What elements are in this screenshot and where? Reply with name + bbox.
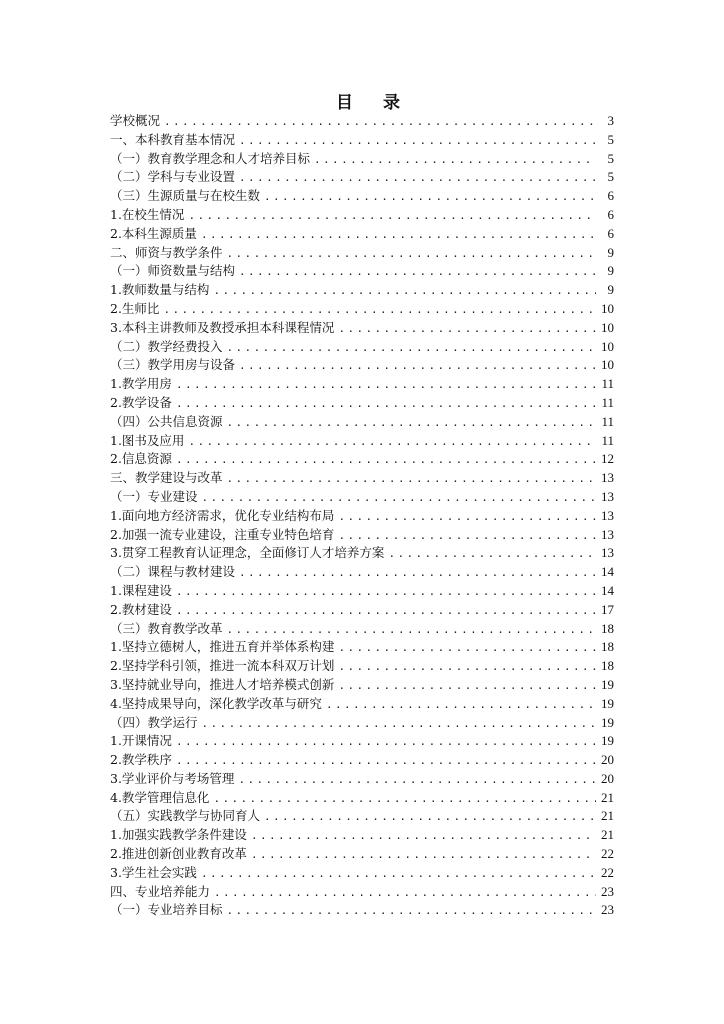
toc-entry[interactable] xyxy=(110,131,614,150)
toc-entry[interactable] xyxy=(110,150,614,169)
toc-entry[interactable] xyxy=(110,526,614,545)
toc-entry-page-number: 6 xyxy=(607,225,614,241)
toc-leader-dots xyxy=(213,790,596,808)
toc-entry-page-number: 5 xyxy=(607,150,614,166)
toc-entry-page-number: 18 xyxy=(601,639,614,655)
toc-entry[interactable] xyxy=(110,300,614,319)
toc-entry[interactable] xyxy=(110,244,614,263)
toc-entry[interactable] xyxy=(110,319,614,338)
toc-leader-dots xyxy=(227,470,596,488)
toc-entry[interactable] xyxy=(110,883,614,902)
toc-entry[interactable] xyxy=(110,544,614,563)
toc-entry-label: 学校概况 xyxy=(110,113,161,128)
toc-entry-page-number: 23 xyxy=(601,902,614,918)
toc-entry-label: （三）生源质量与在校生数 xyxy=(110,188,261,204)
toc-entry-page-number: 19 xyxy=(601,733,614,749)
toc-entry-page-number: 18 xyxy=(601,620,614,636)
toc-leader-dots xyxy=(176,733,596,751)
toc-entry-label: （二）教学经费投入 xyxy=(110,338,223,354)
toc-entry[interactable] xyxy=(110,206,614,225)
toc-entry-label: 3.贯穿工程教育认证理念，全面修订人才培养方案 xyxy=(110,545,385,561)
toc-leader-dots xyxy=(188,433,596,451)
toc-leader-dots xyxy=(388,545,596,563)
toc-entry-label: 1.在校生情况 xyxy=(110,206,185,222)
toc-entry-label: 2.推进创新创业教育改革 xyxy=(110,846,247,862)
toc-leader-dots xyxy=(227,245,596,263)
toc-entry-label: （四）公共信息资源 xyxy=(110,413,223,429)
toc-leader-dots xyxy=(176,602,596,620)
toc-leader-dots xyxy=(201,865,596,883)
toc-leader-dots xyxy=(239,169,596,187)
toc-entry-page-number: 21 xyxy=(601,808,614,824)
toc-entry-label: 4.教学管理信息化 xyxy=(110,789,210,805)
toc-entry[interactable] xyxy=(110,845,614,864)
toc-entry-label: 1.课程建设 xyxy=(110,582,172,598)
toc-entry-page-number: 11 xyxy=(601,394,614,410)
toc-entry-page-number: 5 xyxy=(607,169,614,185)
toc-entry-label: 1.坚持立德树人，推进五育并举体系构建 xyxy=(110,639,335,655)
toc-entry-page-number: 6 xyxy=(607,188,614,204)
toc-entry-label: （一）专业建设 xyxy=(110,488,198,504)
toc-entry-label: 2.加强一流专业建设，注重专业特色培育 xyxy=(110,526,335,542)
toc-entry[interactable] xyxy=(110,112,614,131)
toc-entry[interactable] xyxy=(110,338,614,357)
toc-entry-page-number: 17 xyxy=(601,601,614,617)
toc-leader-dots xyxy=(239,564,596,582)
toc-leader-dots xyxy=(176,752,596,770)
toc-entry[interactable] xyxy=(110,394,614,413)
toc-entry-label: （四）教学运行 xyxy=(110,714,198,730)
toc-leader-dots xyxy=(176,395,596,413)
toc-title: 目 录 xyxy=(336,93,412,113)
toc-leader-dots xyxy=(176,451,596,469)
toc-entry-label: 1.面向地方经济需求，优化专业结构布局 xyxy=(110,507,335,523)
toc-leader-dots xyxy=(338,527,596,545)
toc-entry[interactable] xyxy=(110,281,614,300)
toc-entry-page-number: 14 xyxy=(601,564,614,580)
toc-entry[interactable] xyxy=(110,676,614,695)
toc-entry-page-number: 10 xyxy=(601,357,614,373)
toc-entry-label: 四、专业培养能力 xyxy=(110,883,211,899)
toc-entry-label: 2.教材建设 xyxy=(110,601,172,617)
toc-entry-label: 4.坚持成果导向，深化教学改革与研究 xyxy=(110,695,322,711)
toc-entry-label: 3.本科主讲教师及教授承担本科课程情况 xyxy=(110,319,335,335)
toc-entry-label: 1.开课情况 xyxy=(110,733,172,749)
toc-entry[interactable] xyxy=(110,582,614,601)
toc-leader-dots xyxy=(213,282,596,300)
toc-leader-dots xyxy=(176,376,596,394)
toc-leader-dots xyxy=(251,846,596,864)
toc-entry[interactable] xyxy=(110,187,614,206)
toc-leader-dots xyxy=(188,207,596,225)
toc-leader-dots xyxy=(163,301,596,319)
toc-entry[interactable] xyxy=(110,375,614,394)
toc-entry-page-number: 14 xyxy=(601,582,614,598)
toc-entry[interactable] xyxy=(110,563,614,582)
toc-leader-dots xyxy=(314,151,596,169)
toc-entry-page-number: 9 xyxy=(607,244,614,260)
toc-entry[interactable] xyxy=(110,168,614,187)
toc-entry-page-number: 11 xyxy=(601,376,614,392)
toc-entry[interactable] xyxy=(110,507,614,526)
toc-entry[interactable] xyxy=(110,262,614,281)
toc-entry-page-number: 22 xyxy=(601,846,614,862)
toc-leader-dots xyxy=(239,132,596,150)
toc-entry-label: （三）教育教学改革 xyxy=(110,620,223,636)
toc-entry[interactable] xyxy=(110,751,614,770)
toc-entry-page-number: 21 xyxy=(601,827,614,843)
toc-leader-dots xyxy=(202,489,596,507)
toc-entry-label: （一）专业培养目标 xyxy=(110,902,223,918)
toc-entry-page-number: 6 xyxy=(607,206,614,222)
toc-entry[interactable] xyxy=(110,469,614,488)
toc-entry-page-number: 13 xyxy=(601,488,614,504)
toc-leader-dots xyxy=(338,639,596,657)
toc-entry-page-number: 13 xyxy=(601,526,614,542)
toc-entry-label: 2.生师比 xyxy=(110,300,160,316)
toc-entry-page-number: 10 xyxy=(601,300,614,316)
toc-entry-page-number: 3 xyxy=(607,113,614,128)
toc-leader-dots xyxy=(227,414,596,432)
toc-entry[interactable] xyxy=(110,789,614,808)
toc-entry-label: 二、师资与教学条件 xyxy=(110,244,223,260)
toc-entry-page-number: 22 xyxy=(601,864,614,880)
toc-entry[interactable] xyxy=(110,432,614,451)
toc-entry-page-number: 13 xyxy=(601,545,614,561)
toc-entry-page-number: 19 xyxy=(601,695,614,711)
toc-entry[interactable] xyxy=(110,826,614,845)
toc-entry-page-number: 10 xyxy=(601,319,614,335)
toc-leader-dots xyxy=(227,902,596,920)
toc-entry-page-number: 19 xyxy=(601,714,614,730)
toc-entry-page-number: 20 xyxy=(601,752,614,768)
toc-leader-dots xyxy=(238,771,596,789)
toc-leader-dots xyxy=(227,621,596,639)
toc-leader-dots xyxy=(338,677,596,695)
toc-leader-dots xyxy=(251,827,596,845)
toc-entry-page-number: 9 xyxy=(607,263,614,279)
toc-entry-label: 1.加强实践教学条件建设 xyxy=(110,827,247,843)
toc-entry[interactable] xyxy=(110,225,614,244)
toc-leader-dots xyxy=(214,884,596,902)
toc-leader-dots xyxy=(338,320,596,338)
toc-entry-label: 1.图书及应用 xyxy=(110,432,185,448)
toc-entry-label: （三）教学用房与设备 xyxy=(110,357,236,373)
toc-entry[interactable] xyxy=(110,864,614,883)
toc-entry-page-number: 13 xyxy=(601,470,614,486)
toc-leader-dots xyxy=(202,715,596,733)
toc-leader-dots xyxy=(326,696,596,714)
toc-leader-dots xyxy=(227,339,596,357)
toc-entry[interactable] xyxy=(110,356,614,375)
toc-entry-label: 三、教学建设与改革 xyxy=(110,470,223,486)
toc-entry-label: 2.坚持学科引领，推进一流本科双万计划 xyxy=(110,658,335,674)
toc-entry[interactable] xyxy=(110,901,614,920)
toc-entry[interactable] xyxy=(110,638,614,657)
toc-entry-label: 3.学生社会实践 xyxy=(110,864,197,880)
toc-leader-dots xyxy=(176,583,596,601)
toc-entry-label: 1.教学用房 xyxy=(110,376,172,392)
toc-entry[interactable] xyxy=(110,488,614,507)
toc-entry-page-number: 23 xyxy=(601,883,614,899)
toc-entry[interactable] xyxy=(110,732,614,751)
toc-entry-page-number: 18 xyxy=(601,658,614,674)
toc-entry-page-number: 19 xyxy=(601,676,614,692)
table-of-contents xyxy=(110,112,614,920)
toc-entry-label: 2.教学设备 xyxy=(110,394,172,410)
toc-entry-page-number: 5 xyxy=(607,131,614,147)
toc-entry-page-number: 9 xyxy=(607,282,614,298)
toc-entry-label: 一、本科教育基本情况 xyxy=(110,131,236,147)
toc-entry[interactable] xyxy=(110,601,614,620)
toc-entry[interactable] xyxy=(110,657,614,676)
toc-leader-dots xyxy=(239,357,596,375)
toc-entry-page-number: 11 xyxy=(601,432,614,448)
toc-entry-page-number: 12 xyxy=(601,451,614,467)
toc-leader-dots xyxy=(239,263,596,281)
toc-entry-label: （一）师资数量与结构 xyxy=(110,263,236,279)
toc-entry[interactable] xyxy=(110,620,614,639)
toc-entry-page-number: 21 xyxy=(601,789,614,805)
toc-entry-label: 1.教师数量与结构 xyxy=(110,282,210,298)
toc-entry-label: （二）学科与专业设置 xyxy=(110,169,236,185)
toc-entry-page-number: 11 xyxy=(601,413,614,429)
toc-leader-dots xyxy=(338,658,596,676)
toc-entry[interactable] xyxy=(110,450,614,469)
toc-entry-label: 2.教学秩序 xyxy=(110,752,172,768)
toc-entry-label: （五）实践教学与协同育人 xyxy=(110,808,261,824)
toc-entry-label: （一）教育教学理念和人才培养目标 xyxy=(110,150,311,166)
toc-leader-dots xyxy=(164,113,596,131)
toc-entry-page-number: 10 xyxy=(601,338,614,354)
toc-entry-page-number: 13 xyxy=(601,507,614,523)
toc-entry-page-number: 20 xyxy=(601,770,614,786)
toc-leader-dots xyxy=(264,188,596,206)
toc-entry-label: 3.学业评价与考场管理 xyxy=(110,770,235,786)
toc-entry[interactable] xyxy=(110,695,614,714)
toc-entry[interactable] xyxy=(110,714,614,733)
toc-leader-dots xyxy=(338,508,596,526)
toc-entry[interactable] xyxy=(110,413,614,432)
toc-entry[interactable] xyxy=(110,770,614,789)
toc-leader-dots xyxy=(201,226,596,244)
toc-leader-dots xyxy=(264,808,596,826)
toc-entry[interactable] xyxy=(110,807,614,826)
toc-entry-label: （二）课程与教材建设 xyxy=(110,564,236,580)
toc-entry-label: 2.信息资源 xyxy=(110,451,172,467)
toc-entry-label: 2.本科生源质量 xyxy=(110,225,197,241)
toc-entry-label: 3.坚持就业导向，推进人才培养模式创新 xyxy=(110,676,335,692)
